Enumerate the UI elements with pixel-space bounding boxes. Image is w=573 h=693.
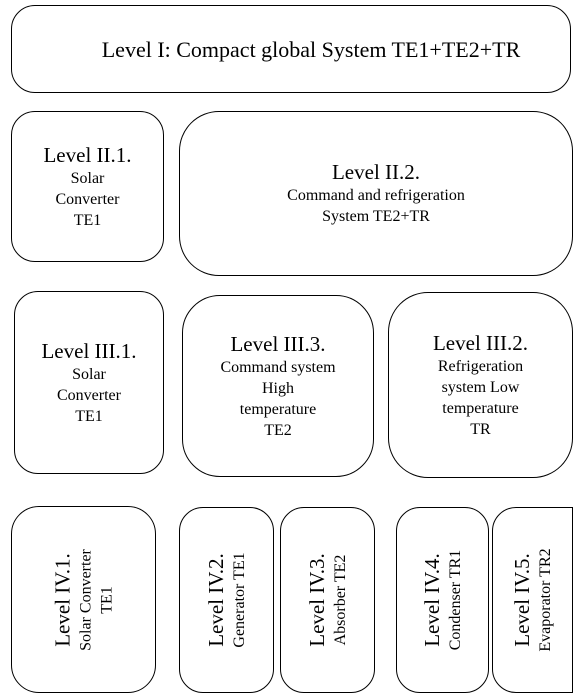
level-3-2-line: TR	[470, 420, 491, 438]
level-1-box	[11, 5, 571, 93]
level-3-2-line: temperature	[442, 399, 519, 417]
level-2-2-line: System TE2+TR	[322, 208, 430, 225]
level-4-3-box	[280, 507, 375, 693]
level-4-5-title: Level IV.5.	[509, 553, 534, 647]
level-4-5-text	[510, 548, 556, 651]
level-4-1-line: TE1	[98, 585, 115, 614]
level-2-2-title: Level II.2.	[331, 160, 421, 184]
level-2-1-line: Converter	[55, 190, 120, 208]
level-3-3-line: TE2	[264, 421, 292, 439]
level-3-1-line: Converter	[57, 386, 121, 404]
level-4-3-text	[305, 553, 351, 647]
level-2-2-box	[179, 111, 573, 276]
level-2-1-title: Level II.1.	[43, 142, 132, 167]
level-3-3-box	[182, 295, 374, 477]
level-4-2-box	[179, 507, 274, 693]
level-3-2-line: Refrigeration	[437, 357, 524, 375]
level-3-2-title: Level III.2.	[432, 330, 529, 355]
level-4-3-line: Absorber TE2	[331, 554, 349, 646]
level-4-4-title: Level IV.4.	[419, 553, 444, 647]
level-3-3-line: temperature	[239, 400, 317, 418]
level-4-3-title: Level IV.3.	[304, 553, 329, 647]
level-4-5-box	[492, 507, 573, 693]
level-4-5-line: Evaporator TR2	[536, 548, 554, 652]
level-3-1-box	[14, 291, 164, 474]
level-3-1-title: Level III.1.	[41, 338, 137, 363]
level-2-1-box	[11, 111, 164, 262]
level-3-3-line: High	[262, 379, 294, 397]
level-2-1-line: TE1	[73, 211, 102, 229]
level-4-1-box	[11, 506, 156, 693]
level-2-1-line: Solar	[70, 169, 105, 187]
level-4-1-line: Solar Converter	[77, 548, 94, 651]
level-3-2-box	[388, 292, 573, 478]
level-4-2-line: Generator TE1	[230, 552, 248, 648]
level-3-1-line: Solar	[72, 365, 106, 383]
level-1-title: Level I: Compact global System TE1+TE2+TR	[101, 36, 521, 62]
level-3-1-line: TE1	[75, 407, 103, 425]
level-3-3-line: Command system	[220, 358, 336, 376]
level-4-1-text	[50, 549, 117, 651]
level-4-2-text	[204, 552, 250, 647]
level-3-3-title: Level III.3.	[230, 331, 326, 356]
level-2-2-line: Command and refrigeration	[287, 187, 465, 204]
level-4-4-text	[420, 550, 466, 651]
level-4-2-title: Level IV.2.	[203, 553, 228, 647]
level-4-4-line: Condenser TR1	[446, 549, 464, 651]
level-4-4-box	[396, 507, 489, 693]
level-4-1-title: Level IV.1.	[50, 552, 74, 647]
level-3-2-line: system Low	[441, 378, 520, 396]
